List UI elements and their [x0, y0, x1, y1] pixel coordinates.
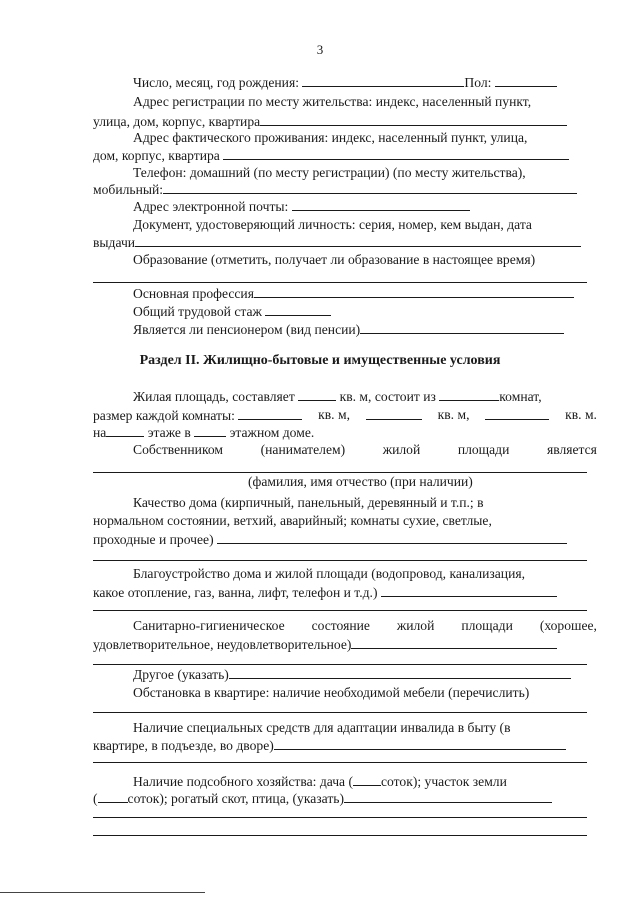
sanitary-word-5: (хорошее,	[539, 618, 597, 633]
owner-word-3: жилой	[382, 442, 421, 457]
furniture-line1: Обстановка в квартире: наличие необходимой мебели (перечислить)	[133, 685, 530, 700]
email-row	[133, 197, 470, 216]
education-line1: Образование (отметить, получает ли образование в настоящее время)	[133, 252, 536, 267]
room-size-1-unit: кв. м,	[318, 407, 350, 422]
house-quality-line3: проходные и прочее)	[93, 532, 214, 547]
sex-field[interactable]	[495, 73, 557, 87]
owner-caption: (фамилия, имя отчество (при наличии)	[248, 474, 473, 489]
reg-address-field[interactable]	[260, 112, 567, 126]
experience-row	[133, 302, 331, 321]
experience-label: Общий трудовой стаж	[133, 304, 262, 319]
profession-label: Основная профессия	[133, 286, 254, 301]
other-row	[133, 665, 571, 684]
owner-word-5: является	[546, 442, 597, 457]
room-size-3-unit: кв. м.	[565, 407, 597, 422]
living-area-field[interactable]	[298, 387, 336, 401]
sex-label: Пол:	[464, 75, 492, 90]
auxiliary-line2b: соток); рогатый скот, птица, (указать)	[127, 791, 344, 806]
floor-label: этаже в	[147, 425, 191, 440]
experience-field[interactable]	[265, 302, 331, 316]
adaptation-field[interactable]	[274, 736, 566, 750]
auxiliary-field-2[interactable]	[93, 817, 587, 818]
amenities-line2: какое отопление, газ, ванна, лифт, телефон и т.д.)	[93, 585, 378, 600]
pension-row	[133, 320, 564, 339]
birth-date-row	[133, 73, 557, 92]
adaptation-row2	[93, 736, 566, 755]
pension-field[interactable]	[360, 320, 564, 334]
birth-date-field[interactable]	[302, 73, 464, 87]
room-size-2-field[interactable]	[366, 406, 422, 420]
footnote-separator	[0, 892, 205, 893]
adaptation-field-2[interactable]	[93, 762, 587, 763]
house-quality-line2: нормальном состоянии, ветхий, аварийный; комнаты сухие, светлые,	[93, 513, 492, 528]
sanitary-row2	[93, 635, 557, 654]
amenities-field-2[interactable]	[93, 610, 587, 611]
sanitary-line2: удовлетворительное, неудовлетворительное)	[93, 637, 352, 652]
phone-mobile-label: мобильный:	[93, 182, 164, 197]
room-sizes-label: размер каждой комнаты:	[93, 406, 302, 425]
house-quality-row3	[93, 530, 567, 549]
amenities-line1: Благоустройство дома и жилой площади (водопровод, канализация,	[133, 566, 526, 581]
sanitary-word-1: Санитарно-гигиеническое	[133, 618, 285, 633]
sanitary-word-4: площади	[461, 618, 513, 633]
land-plot-area-field[interactable]	[98, 789, 128, 803]
reg-address-line2: улица, дом, корпус, квартира	[93, 114, 261, 129]
section2-heading: Раздел II. Жилищно-бытовые и имущественные условия	[139, 353, 501, 368]
floor-field[interactable]	[106, 423, 144, 437]
page-number: 3	[316, 42, 324, 57]
living-area-label: Жилая площадь, составляет	[133, 389, 295, 404]
id-doc-field[interactable]	[135, 233, 581, 247]
reg-address-line1: Адрес регистрации по месту жительства: индекс, населенный пункт,	[133, 94, 532, 109]
house-quality-line1: Качество дома (кирпичный, панельный, деревянный и т.п.; в	[133, 495, 484, 510]
adaptation-line1: Наличие специальных средств для адаптации инвалида в быту (в	[133, 720, 511, 735]
fact-address-line2: дом, корпус, квартира	[93, 148, 220, 163]
id-doc-line1: Документ, удостоверяющий личность: серия, номер, кем выдан, дата	[133, 217, 532, 232]
id-doc-row2	[93, 233, 581, 252]
profession-field[interactable]	[254, 284, 574, 298]
email-label: Адрес электронной почты:	[133, 199, 289, 214]
room-count-unit: комнат,	[499, 389, 542, 404]
phone-line1: Телефон: домашний (по месту регистрации) (по месту жительства),	[133, 165, 526, 180]
living-area-row	[133, 387, 542, 406]
room-size-1-field[interactable]	[238, 406, 302, 420]
owner-word-4: площади	[457, 442, 510, 457]
floor-row	[93, 423, 314, 442]
building-floors-label: этажном доме.	[229, 425, 315, 440]
profession-row	[133, 284, 574, 303]
amenities-field[interactable]	[381, 583, 557, 597]
auxiliary-line1a: Наличие подсобного хозяйства: дача (	[133, 774, 354, 789]
building-floors-field[interactable]	[194, 423, 226, 437]
auxiliary-row2	[93, 789, 552, 808]
phone-mobile-field[interactable]	[163, 180, 577, 194]
sanitary-field[interactable]	[351, 635, 557, 649]
room-size-3-field[interactable]	[485, 406, 549, 420]
auxiliary-line1b: соток); участок земли	[381, 774, 507, 789]
fact-address-row2	[93, 146, 569, 165]
livestock-field[interactable]	[344, 789, 552, 803]
sanitary-word-2: состояние	[311, 618, 370, 633]
room-size-2-unit: кв. м,	[437, 407, 470, 422]
room-count-field[interactable]	[439, 387, 499, 401]
sanitary-row	[133, 617, 597, 635]
email-field[interactable]	[292, 197, 470, 211]
education-field[interactable]	[93, 282, 587, 283]
owner-word-2: (нанимателем)	[260, 442, 346, 457]
owner-word-1: Собственником	[133, 442, 224, 457]
dacha-area-field[interactable]	[353, 772, 381, 786]
fact-address-line1: Адрес фактического проживания: индекс, населенный пункт, улица,	[133, 130, 528, 145]
floor-na-label: на	[93, 425, 107, 440]
owner-row	[133, 441, 597, 459]
house-quality-field-2[interactable]	[93, 560, 587, 561]
house-quality-field[interactable]	[217, 530, 567, 544]
fact-address-field[interactable]	[223, 146, 569, 160]
amenities-row2	[93, 583, 557, 602]
auxiliary-line2a: (	[93, 791, 98, 806]
other-field[interactable]	[229, 665, 571, 679]
auxiliary-field-3[interactable]	[93, 835, 587, 836]
sanitary-word-3: жилой	[396, 618, 435, 633]
id-doc-line2: выдачи	[93, 235, 136, 250]
adaptation-line2: квартире, в подъезде, во дворе)	[93, 738, 274, 753]
other-label: Другое (указать)	[133, 667, 229, 682]
birth-date-label: Число, месяц, год рождения:	[133, 75, 299, 90]
pension-label: Является ли пенсионером (вид пенсии)	[133, 322, 361, 337]
furniture-field[interactable]	[93, 712, 587, 713]
living-area-unit: кв. м, состоит из	[339, 389, 436, 404]
